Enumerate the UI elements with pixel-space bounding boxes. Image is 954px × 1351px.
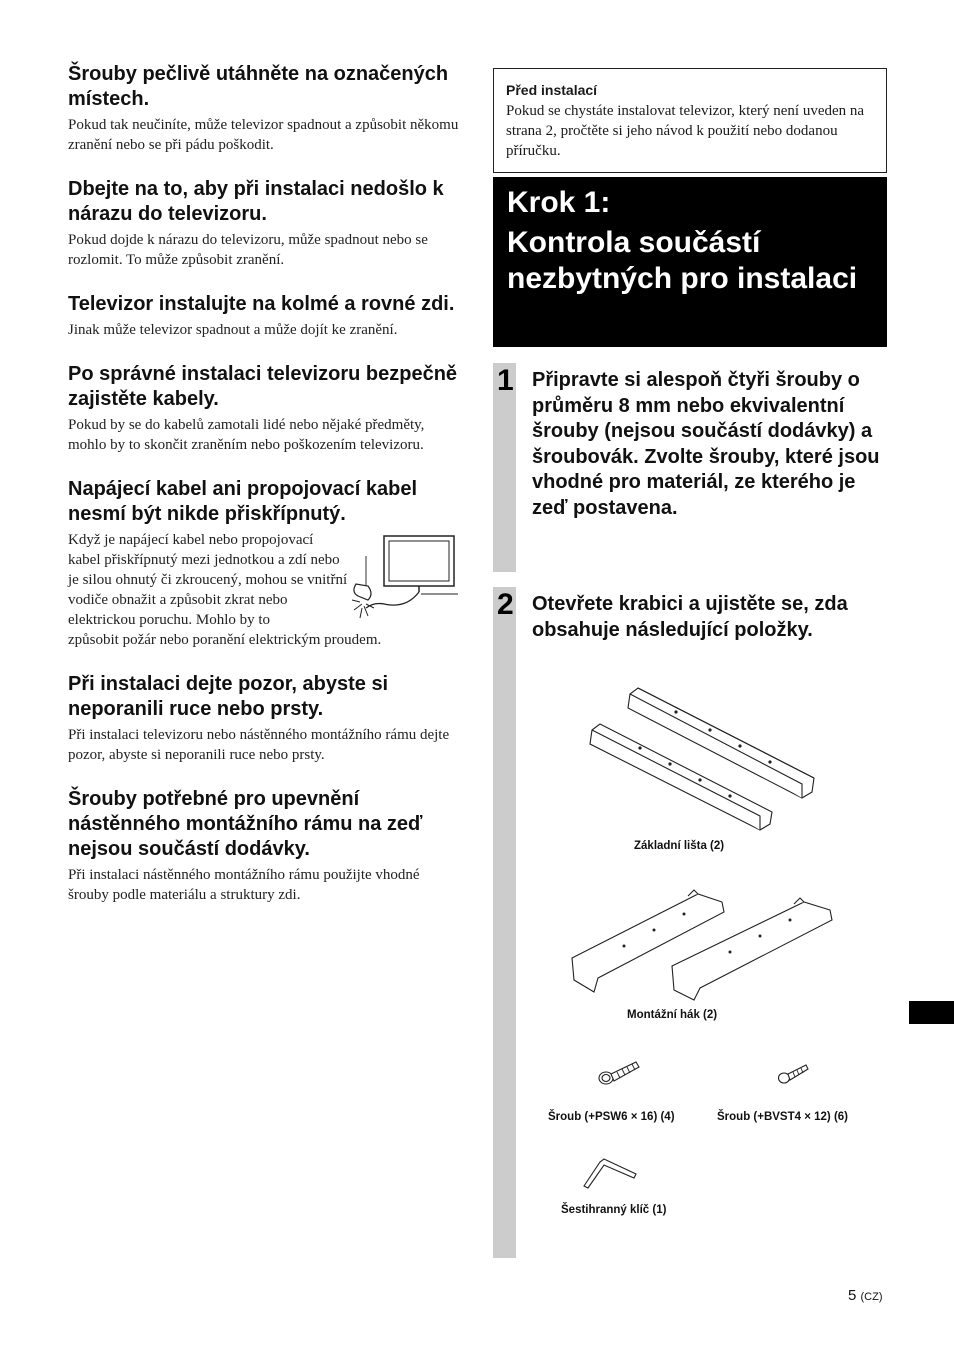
step-banner-step: Krok 1: (507, 186, 611, 219)
pre-install-title: Před instalací (506, 82, 598, 98)
step-banner (493, 177, 887, 347)
step-text: Připravte si alespoň čtyři šrouby o průměru 8 mm nebo ekvivalentní šrouby (nejsou součástí dodávky) a šroubovák. Zvolte šrouby, které jsou vhodné pro materiál, ze kterého je zeď postavena. (532, 369, 880, 519)
section-body: Při instalaci televizoru nebo nástěnného montážního rámu dejte pozor, abyste si neporanili ruce nebo prsty. (68, 727, 450, 763)
step-text: Otevřete krabici a ujistěte se, zda obsahuje následující položky. (532, 593, 848, 641)
section-pinched-cable (68, 477, 464, 650)
part-label-rail: Základní lišta (2) (634, 840, 725, 852)
section-heading: Šrouby potřebné pro upevnění nástěnného montážního rámu na zeď nejsou součástí dodávky. (68, 788, 423, 860)
screw-psw-icon (596, 1058, 642, 1088)
section-heading: Televizor instalujte na kolmé a rovné zdi. (68, 293, 455, 315)
section-body-tail: způsobit požár nebo poranění elektrickým proudem. (68, 632, 382, 648)
section-hands-fingers (68, 672, 464, 765)
left-column (68, 62, 464, 927)
section-heading: Při instalaci dejte pozor, abyste si neporanili ruce nebo prsty. (68, 673, 389, 720)
section-heading: Dbejte na to, aby při instalaci nedošlo k nárazu do televizoru. (68, 178, 444, 225)
section-body: Pokud by se do kabelů zamotali lidé nebo nějaké předměty, mohlo by to skončit zraněním nebo poškozením televizoru. (68, 417, 425, 453)
cable-warning-block (68, 530, 464, 630)
page-number-value: 5 (848, 1287, 857, 1304)
section-avoid-impact (68, 177, 464, 270)
section-tighten-screws (68, 62, 464, 155)
part-label-screw-bvst: Šroub (+BVST4 × 12) (6) (717, 1111, 849, 1123)
step-2-bar (493, 587, 516, 1258)
section-heading: Šrouby pečlivě utáhněte na označených místech. (68, 63, 449, 110)
step-banner-title: Kontrola součástí nezbytných pro instalaci (507, 226, 858, 295)
section-screws-not-supplied (68, 787, 464, 905)
section-vertical-wall (68, 292, 464, 340)
part-label-hook: Montážní hák (2) (627, 1009, 718, 1021)
section-body: Pokud dojde k nárazu do televizoru, může spadnout nebo se rozlomit. To může způsobit zranění. (68, 232, 428, 268)
part-label-hex-key: Šestihranný klíč (1) (561, 1204, 667, 1216)
step-number: 1 (497, 364, 514, 397)
section-body: Pokud tak neučiníte, může televizor spadnout a způsobit někomu zranění nebo se při pádu poškodit. (68, 117, 459, 153)
step-number: 2 (497, 588, 514, 621)
base-rail-illustration (580, 682, 820, 832)
side-tab-marker (909, 1001, 954, 1024)
section-heading: Napájecí kabel ani propojovací kabel nesmí být nikde přiskřípnutý. (68, 478, 418, 525)
page-language: (CZ) (860, 1291, 883, 1303)
page-number (848, 1287, 883, 1304)
screw-bvst-icon (776, 1062, 810, 1086)
section-body: Jinak může televizor spadnout a může dojít ke zranění. (68, 322, 398, 338)
pre-install-text: Pokud se chystáte instalovat televizor, který není uveden na strana 2, pročtěte si jeho návod k použití nebo dodanou příručku. (506, 103, 865, 159)
section-heading: Po správné instalaci televizoru bezpečně zajistěte kabely. (68, 363, 458, 410)
section-secure-cables (68, 362, 464, 455)
hex-key-icon (580, 1156, 640, 1192)
pre-install-note (493, 68, 887, 173)
mounting-hook-illustration (564, 888, 840, 1002)
section-body: Když je napájecí kabel nebo propojovací kabel přiskřípnutý mezi jednotkou a zdí nebo je silou ohnutý či zkroucený, mohou se vnitřní vodiče obnažit a způsobit zkrat nebo elektrickou poruchu. Mohlo by to (68, 532, 348, 628)
pinched-cable-illustration (346, 534, 466, 626)
section-body: Při instalaci nástěnného montážního rámu použijte vhodné šrouby podle materiálu a struktury zdi. (68, 867, 420, 903)
part-label-screw-psw: Šroub (+PSW6 × 16) (4) (548, 1111, 675, 1123)
